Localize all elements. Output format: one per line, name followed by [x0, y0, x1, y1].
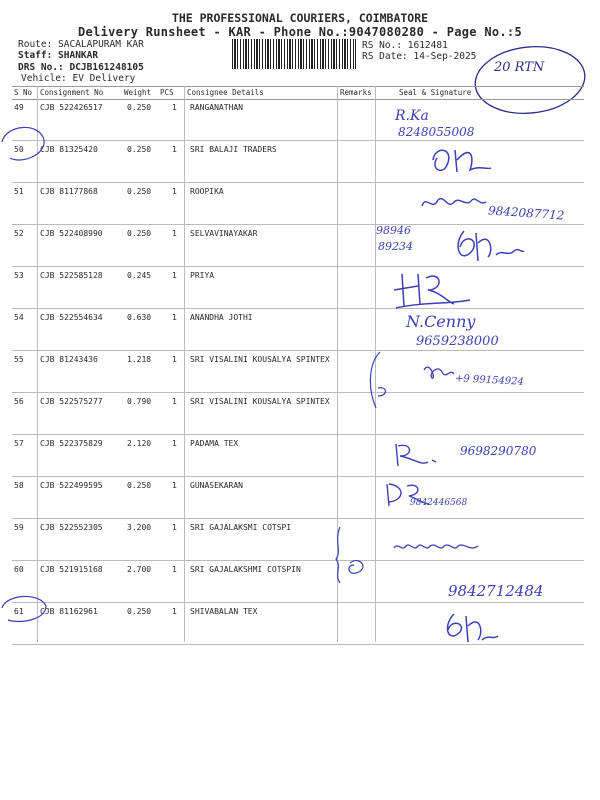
row-consignment-no: CJB 522585128 — [40, 271, 103, 280]
row-consignee: SRI VISALINI KOUSALYA SPINTEX — [190, 397, 330, 406]
row-consignee: SHIVABALAN TEX — [190, 607, 258, 616]
tick-mark — [0, 590, 50, 624]
row-consignment-no: CJB 522575277 — [40, 397, 103, 406]
row-consignee: ANANDHA JOTHI — [190, 313, 253, 322]
row-weight: 0.250 — [127, 229, 152, 238]
signature-53-scribble — [392, 268, 472, 310]
row-sno: 55 — [14, 355, 24, 364]
row-sno: 58 — [14, 481, 24, 490]
col-remarks: Remarks — [340, 88, 372, 97]
row-consignee: GUNASEKARAN — [190, 481, 243, 490]
table-row — [12, 518, 584, 561]
row-sno: 60 — [14, 565, 24, 574]
signature-51-scribble — [418, 192, 488, 216]
row-weight: 0.250 — [127, 481, 152, 490]
table-row — [12, 98, 584, 141]
signature-55-scribble — [420, 360, 456, 384]
row-pcs: 1 — [172, 313, 177, 322]
signature-49-name: R.Ka — [395, 108, 429, 124]
staff-label: Staff: SHANKAR — [18, 50, 99, 61]
signature-51-phone: 9842087712 — [487, 203, 565, 223]
vehicle-label: Vehicle: EV Delivery — [21, 73, 136, 84]
row-consignee: SRI BALAJI TRADERS — [190, 145, 277, 154]
signature-50-scribble — [425, 140, 495, 180]
row-consignee: PADAMA TEX — [190, 439, 239, 448]
row-pcs: 1 — [172, 565, 177, 574]
row-weight: 3.200 — [127, 523, 152, 532]
row-consignment-no: CJB 522426517 — [40, 103, 103, 112]
route-label: Route: SACALAPURAM KAR — [18, 39, 144, 50]
signature-59-scribble — [392, 540, 482, 554]
row-consignee: SRI GAJALAKSHMI COTSPIN — [190, 565, 301, 574]
row-weight: 2.120 — [127, 439, 152, 448]
row-sno: 51 — [14, 187, 24, 196]
row-weight: 0.245 — [127, 271, 152, 280]
row-sno: 56 — [14, 397, 24, 406]
row-weight: 0.630 — [127, 313, 152, 322]
row-pcs: 1 — [172, 229, 177, 238]
row-weight: 0.250 — [127, 103, 152, 112]
row-consignment-no: CJB 81177868 — [40, 187, 98, 196]
col-consignee: Consignee Details — [187, 88, 264, 97]
signature-57-scribble — [392, 440, 452, 468]
signature-52-scribble — [450, 225, 525, 265]
row-sno: 61 — [14, 607, 24, 616]
row-consignee: PRIYA — [190, 271, 215, 280]
signature-49-phone: 8248055008 — [398, 125, 475, 139]
row-consignment-no: CJB 81243436 — [40, 355, 98, 364]
table-row — [12, 140, 584, 183]
tick-mark — [0, 122, 48, 164]
row-pcs: 1 — [172, 439, 177, 448]
row-consignment-no: CJB 522499595 — [40, 481, 103, 490]
signature-54-phone: 9659238000 — [416, 334, 499, 349]
row-weight: 1.218 — [127, 355, 152, 364]
row-weight: 0.250 — [127, 187, 152, 196]
row-pcs: 1 — [172, 481, 177, 490]
row-weight: 0.790 — [127, 397, 152, 406]
table-row — [12, 350, 584, 393]
page-title: THE PROFESSIONAL COURIERS, COIMBATORE — [171, 11, 429, 25]
rs-date: RS Date: 14-Sep-2025 — [362, 51, 477, 62]
barcode — [232, 39, 356, 69]
row-pcs: 1 — [172, 145, 177, 154]
signature-54-name: N.Cenny — [406, 312, 476, 331]
row-sno: 50 — [14, 145, 24, 154]
row-consignee: ROOPIKA — [190, 187, 224, 196]
row-weight: 2.700 — [127, 565, 152, 574]
table-row — [12, 266, 584, 309]
row-consignment-no: CJB 522375829 — [40, 439, 103, 448]
col-weight: Weight — [124, 88, 152, 97]
row-pcs: 1 — [172, 355, 177, 364]
row-consignment-no: CJB 522552305 — [40, 523, 103, 532]
rs-number: RS No.: 1612481 — [362, 40, 448, 51]
row-consignee: SELVAVINAYAKAR — [190, 229, 258, 238]
row-sno: 54 — [14, 313, 24, 322]
signature-52-phone-b: 89234 — [378, 240, 413, 253]
row-pcs: 1 — [172, 103, 177, 112]
row-sno: 57 — [14, 439, 24, 448]
runsheet-subtitle: Delivery Runsheet - KAR - Phone No.:9047080280 - Page No.:5 — [78, 25, 522, 39]
row-consignee: SRI GAJALAKSMI COTSPI — [190, 523, 292, 532]
row-pcs: 1 — [172, 607, 177, 616]
corner-note: 20 RTN — [494, 60, 545, 75]
row-pcs: 1 — [172, 397, 177, 406]
row-consignment-no: CJB 81162961 — [40, 607, 98, 616]
signature-61-scribble — [440, 610, 500, 646]
row-sno: 49 — [14, 103, 24, 112]
row-pcs: 1 — [172, 271, 177, 280]
row-consignment-no: CJB 522408990 — [40, 229, 103, 238]
row-consignee: RANGANATHAN — [190, 103, 243, 112]
row-pcs: 1 — [172, 523, 177, 532]
row-consignee: SRI VISALINI KOUSALYA SPINTEX — [190, 355, 330, 364]
col-consignment: Consignment No — [40, 88, 104, 97]
signature-57-phone: 9698290780 — [460, 444, 537, 458]
row-consignment-no: CJB 522554634 — [40, 313, 103, 322]
row-sno: 59 — [14, 523, 24, 532]
table-row — [12, 392, 584, 435]
signature-58-phone: 9842446568 — [410, 498, 468, 508]
signature-55-phone: +9 99154924 — [454, 373, 525, 388]
drs-number: DRS No.: DCJB161248105 — [18, 62, 144, 73]
col-sno: S No — [14, 88, 33, 97]
row-sno: 52 — [14, 229, 24, 238]
table-row — [12, 476, 584, 519]
col-signature: Seal & Signature — [399, 88, 472, 97]
row-pcs: 1 — [172, 187, 177, 196]
brace-mark — [330, 525, 370, 585]
row-weight: 0.250 — [127, 607, 152, 616]
bracket-mark — [362, 350, 392, 410]
signature-61-phone: 9842712484 — [448, 582, 544, 600]
row-weight: 0.250 — [127, 145, 152, 154]
col-pcs: PCS — [160, 88, 174, 97]
row-sno: 53 — [14, 271, 24, 280]
row-consignment-no: CJB 81325420 — [40, 145, 98, 154]
signature-52-phone-a: 98946 — [376, 224, 411, 237]
row-consignment-no: CJB 521915168 — [40, 565, 103, 574]
